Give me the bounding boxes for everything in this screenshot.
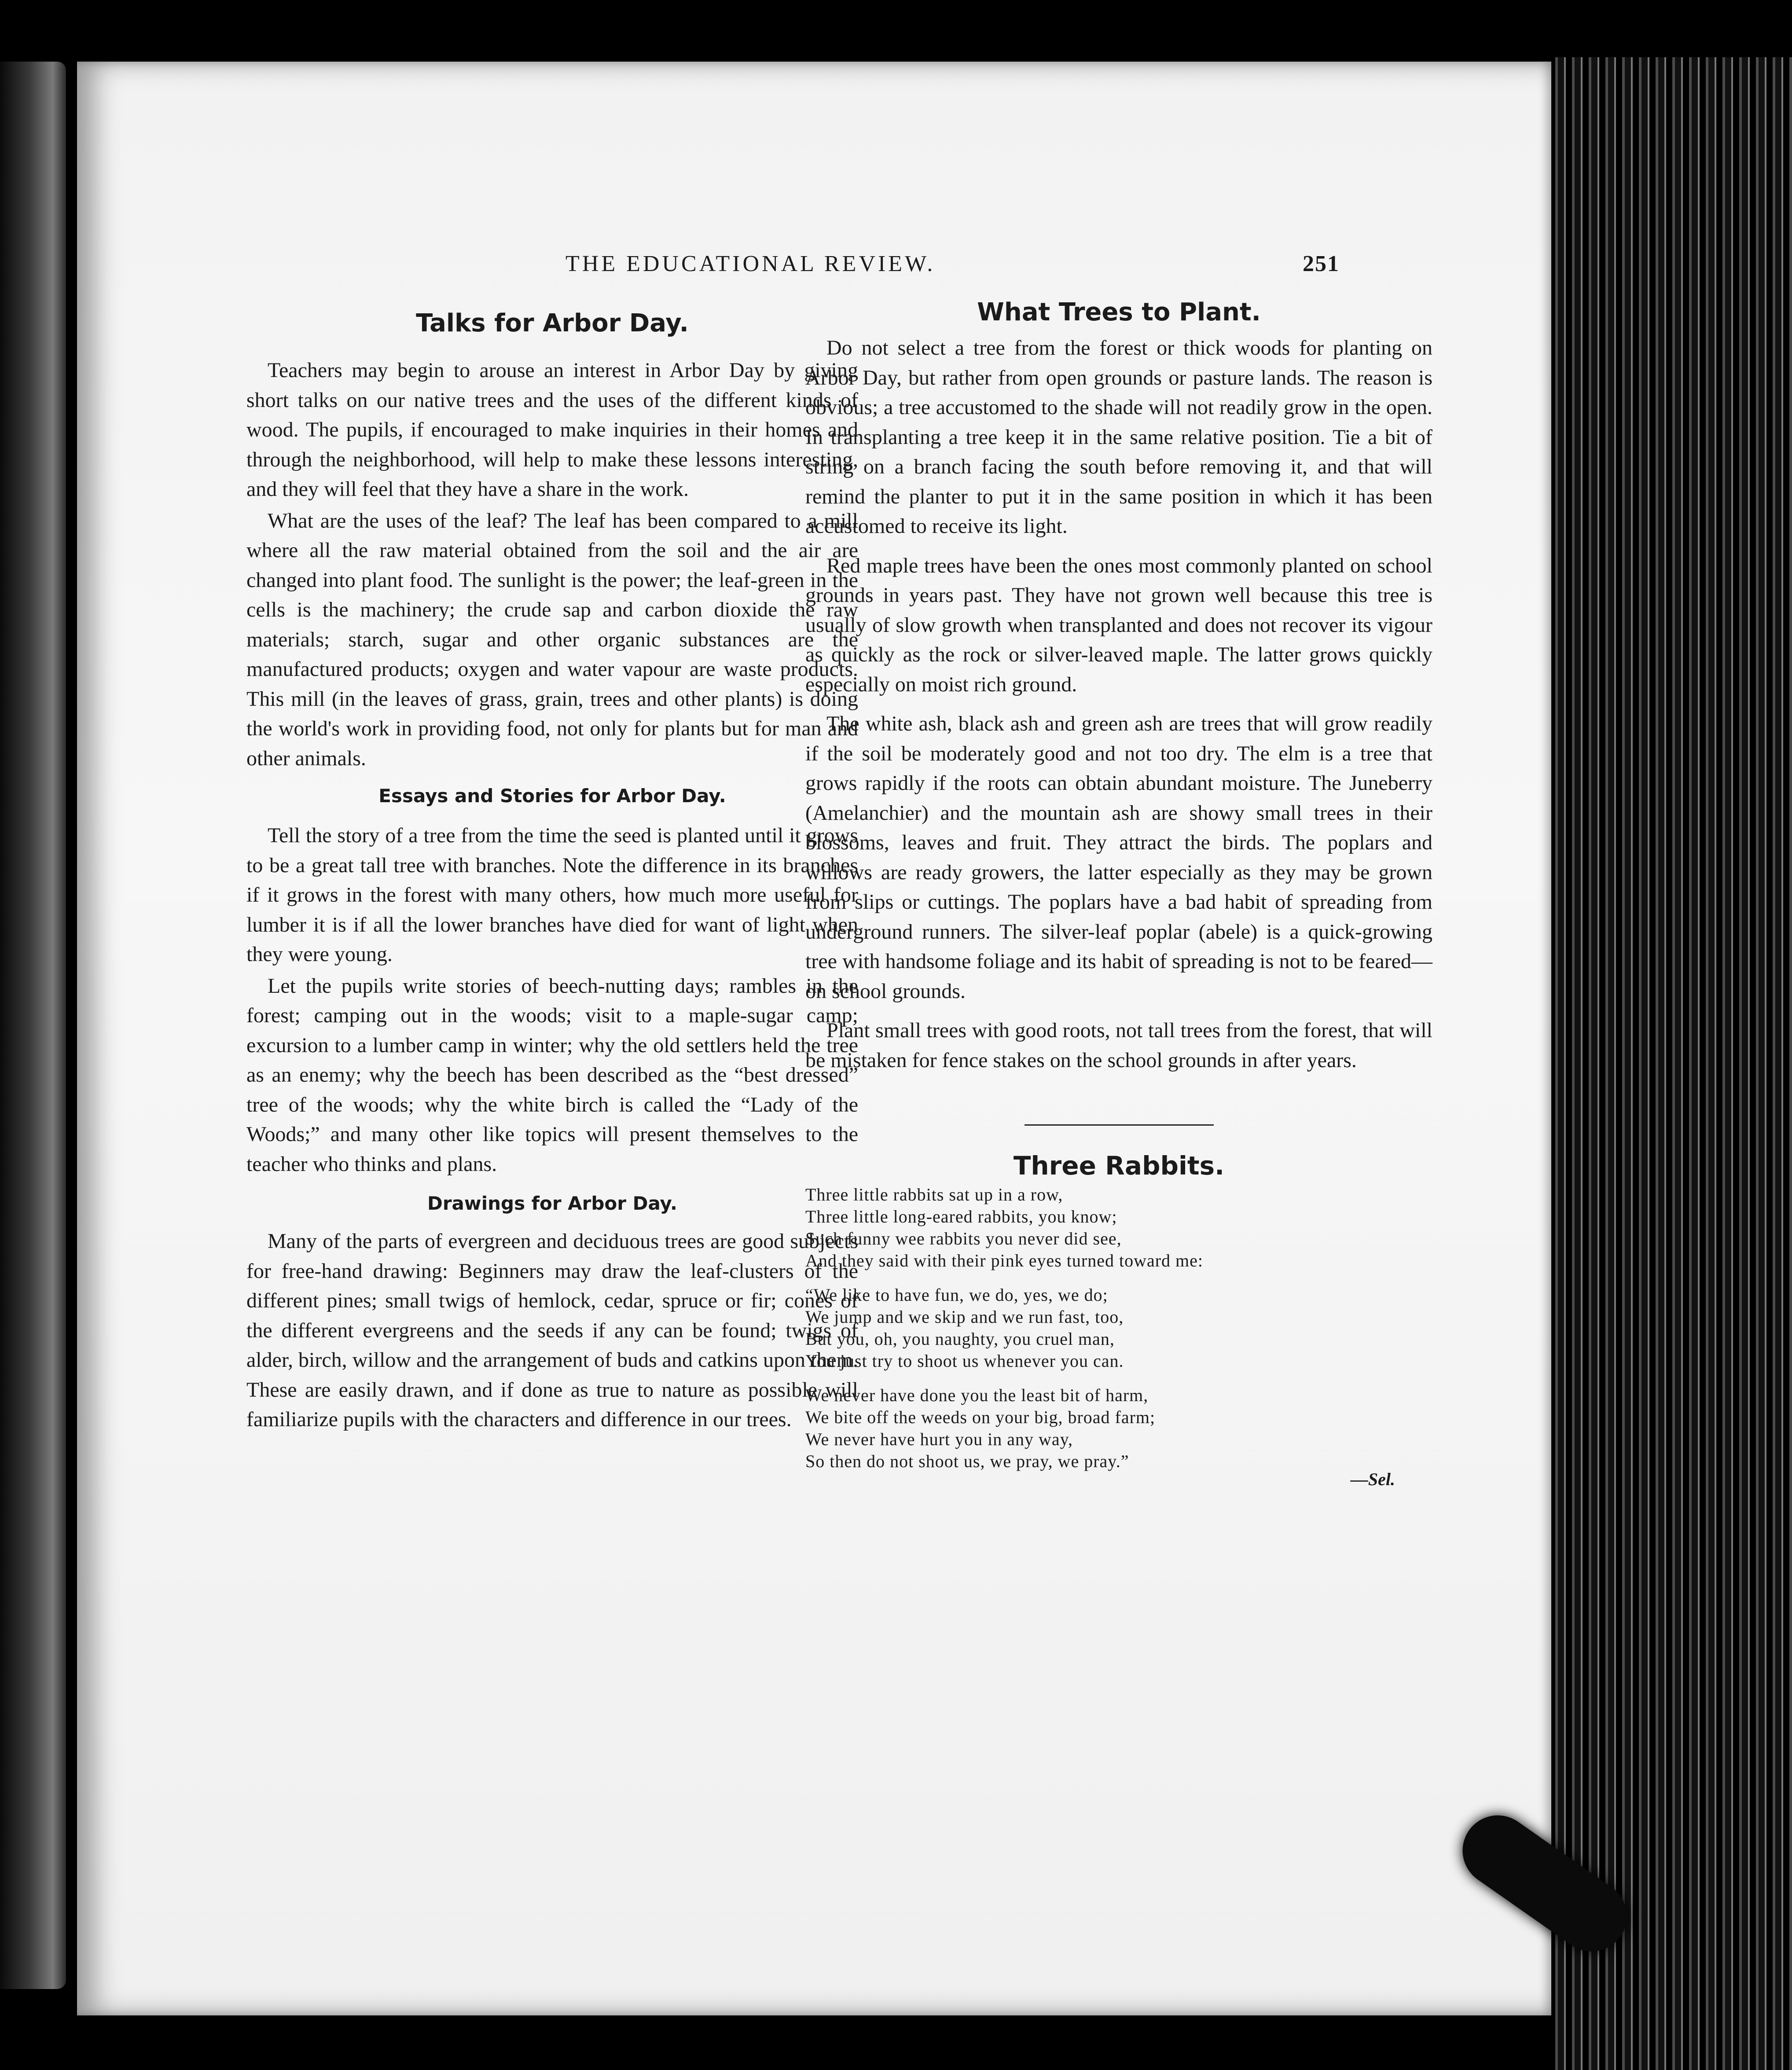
poem-line: We never have done you the least bit of harm, xyxy=(805,1385,1149,1405)
poem-line: Three little rabbits sat up in a row, xyxy=(805,1185,1063,1204)
poem-line: We never have hurt you in any way, xyxy=(805,1429,1073,1449)
paragraph: The white ash, black ash and green ash are trees that will grow readily if the soil be moderately good and not too dry. The elm is a tree that grows rapidly if the roots can obtain abundant moisture. The Juneberry (Amelanchier) and the mountain ash are showy small trees in their blossoms, leaves and fruit. They attract the birds. The poplars and willows are ready growers, the latter especially as they may be grown from slips or cuttings. The poplars have a bad habit of spreading from underground runners. The silver-leaf poplar (abele) is a quick-growing tree with handsome foliage and its habit of spreading is not to be feared—on school grounds. xyxy=(805,712,1432,1003)
left-page-edge xyxy=(0,62,66,1989)
poem-line: Three little long-eared rabbits, you know; xyxy=(805,1207,1117,1226)
poem-title: Three Rabbits. xyxy=(1013,1151,1225,1181)
document-page xyxy=(77,62,1551,2015)
paragraph: Teachers may begin to arouse an interest in Arbor Day by giving short talks on our native trees and the uses of the different kinds of wood. The pupils, if encouraged to make inquiries in their homes and through the neighborhood, will help to make these lessons interesting, and they will feel that they have a share in the work. xyxy=(246,359,858,501)
poem-stanza xyxy=(805,1284,1373,1372)
page-header xyxy=(77,251,1551,282)
section-title-what-trees: What Trees to Plant. xyxy=(977,298,1261,327)
poem-line: Such funny wee rabbits you never did see, xyxy=(805,1229,1122,1248)
poem-signature: —Sel. xyxy=(1350,1469,1395,1489)
section-title-drawings: Drawings for Arbor Day. xyxy=(427,1193,678,1214)
poem-line: “We like to have fun, we do, yes, we do; xyxy=(805,1285,1108,1305)
poem-line: You just try to shoot us whenever you can. xyxy=(805,1351,1124,1371)
paragraph: Many of the parts of evergreen and deciduous trees are good subjects for free-hand drawing: Beginners may draw the leaf-clusters of the different pines; small twigs of hemlock, cedar, spruce or fir; cones of the different evergreens and the seeds if any can be found; twigs of alder, birch, willow and the arrangement of buds and catkins upon them. These are easily drawn, and if done as true to nature as possible will familiarize pupils with the characters and difference in our trees. xyxy=(246,1230,858,1431)
poem-line: But you, oh, you naughty, you cruel man, xyxy=(805,1329,1115,1349)
running-title: THE EDUCATIONAL REVIEW. xyxy=(566,251,936,276)
paragraph: Plant small trees with good roots, not tall trees from the forest, that will be mistaken for fence stakes on the school grounds in after years. xyxy=(805,1019,1432,1072)
poem-stanza xyxy=(805,1184,1373,1272)
book-edge-right xyxy=(1549,57,1792,2070)
poem-line: And they said with their pink eyes turned toward me: xyxy=(805,1251,1204,1270)
poem xyxy=(805,1184,1395,1489)
section-divider xyxy=(1025,1124,1214,1126)
right-column xyxy=(805,297,1432,1488)
paragraph: Let the pupils write stories of beech-nutting days; rambles in the forest; camping out in the woods; visit to a maple-sugar camp; excursion to a lumber camp in winter; why the old settlers held the tree as an enemy; why the beech has been described as the “best dressed” tree of the woods; why the white birch is called the “Lady of the Woods;” and many other like topics will present themselves to the teacher who thinks and plans. xyxy=(246,974,858,1176)
poem-line: We bite off the weeds on your big, broad farm; xyxy=(805,1407,1156,1427)
section-title-talks: Talks for Arbor Day. xyxy=(416,309,689,338)
section-title-essays: Essays and Stories for Arbor Day. xyxy=(378,785,726,807)
paragraph: Red maple trees have been the ones most commonly planted on school grounds in years past. They have not grown well because this tree is usually of slow growth when transplanted and does not recover its vigour as quickly as the rock or silver-leaved maple. The latter grows quickly especially on moist rich ground. xyxy=(805,554,1432,696)
paragraph: Tell the story of a tree from the time the seed is planted until it grows to be a great tall tree with branches. Note the difference in its branches if it grows in the forest with many others, how much more useful for lumber it is if all the lower branches have died for want of light when they were young. xyxy=(246,824,858,966)
poem-line: We jump and we skip and we run fast, too, xyxy=(805,1307,1124,1327)
paragraph: Do not select a tree from the forest or thick woods for planting on Arbor Day, but rather from open grounds or pasture lands. The reason is obvious; a tree accustomed to the shade will not readily grow in the open. In transplanting a tree keep it in the same relative position. Tie a bit of string on a branch facing the south before removing it, and that will remind the planter to put it in the same position in which it has been accustomed to receive its light. xyxy=(805,336,1432,538)
left-column xyxy=(246,308,858,1435)
paragraph: What are the uses of the leaf? The leaf has been compared to a mill where all the raw material obtained from the soil and the air are changed into plant food. The sunlight is the power; the leaf-green in the cells is the machinery; the crude sap and carbon dioxide the raw materials; starch, sugar and other organic substances are the manufactured products; oxygen and water vapour are waste products. This mill (in the leaves of grass, grain, trees and other plants) is doing the world's work in providing food, not only for plants but for man and other animals. xyxy=(246,509,858,770)
poem-line: So then do not shoot us, we pray, we pray.” xyxy=(805,1451,1129,1471)
page-number: 251 xyxy=(1303,251,1340,276)
poem-stanza xyxy=(805,1384,1373,1472)
